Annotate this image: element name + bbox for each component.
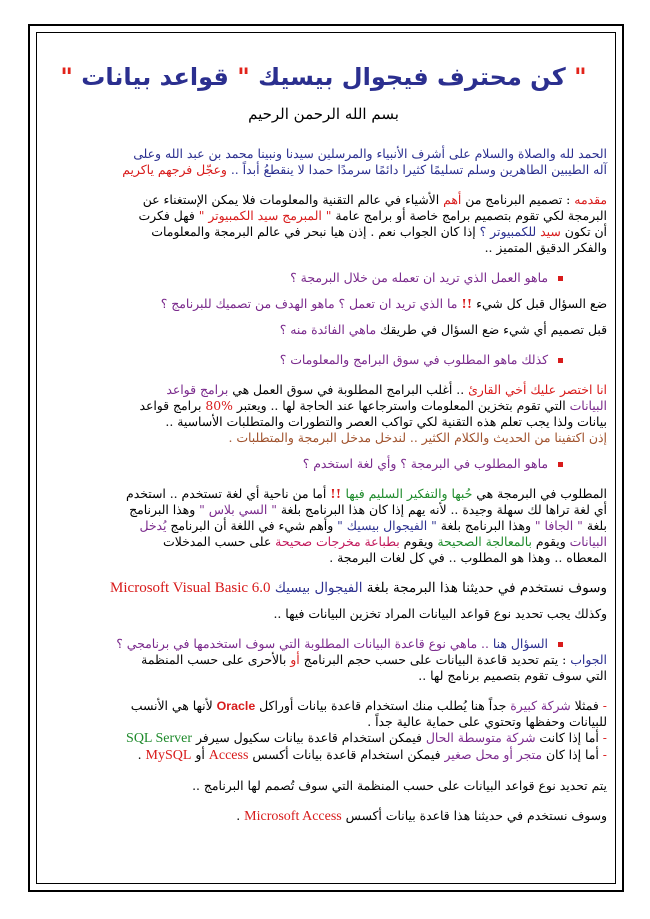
- text: أي لغة تراها لك سهلة وجيدة .. لأنه يهم إذا كان هذا البرنامج بلغة: [276, 502, 607, 517]
- highlight: " المبرمج سيد الكمبيوتر ": [198, 208, 332, 223]
- text: وسوف نستخدم في حديثنا هذا قاعدة بيانات أكسس: [341, 808, 607, 823]
- bullet-text: ماهو العمل الذي تريد ان تعمله من خلال البرمجة ؟: [290, 270, 548, 285]
- highlight: للكمبيوتر ؟: [479, 224, 541, 239]
- document-body: [40, 60, 607, 825]
- case-line-1b: للبيانات وحفظها وتحتوي على حماية عالية جداً .: [367, 714, 607, 729]
- text: المطلوب في البرمجة هي: [472, 486, 607, 501]
- para3-line-3: بيانات ولذا يجب تعلم هذه التقنية لكي تواكب العصر والتطورات والمتطلبات الأساسية ..: [165, 414, 607, 429]
- text: ويقوم: [399, 534, 438, 549]
- title-quote: ": [574, 63, 587, 91]
- final-line-1: يتم تحديد نوع قواعد البيانات على حسب المنظمة التي سوف تُصمم لها البرنامج ..: [192, 778, 607, 793]
- highlight: الفيجوال بيسيك: [274, 580, 363, 596]
- final-line-2: [40, 808, 607, 825]
- text: أما من ناحية أي لغة تستخدم .. استخدم: [126, 486, 331, 501]
- text: .. أغلب البرامج المطلوبة في سوق العمل هي: [228, 382, 469, 397]
- vb-line-2: وكذلك يجب تحديد نوع قواعد البيانات المراد تخزين البيانات فيها ..: [273, 606, 607, 621]
- text: برامج قواعد: [139, 398, 206, 413]
- highlight: انا اختصر عليك أخي القارئ: [468, 382, 607, 397]
- text: بلغة: [582, 518, 607, 533]
- title-main: كن محترف فيجوال بيسيك: [258, 63, 566, 91]
- preface-line-4: والفكر الدقيق المتميز ..: [484, 240, 607, 255]
- para4-line-3: [40, 518, 607, 534]
- bullet-item: [40, 352, 607, 368]
- highlight: أهم: [443, 192, 462, 207]
- text: لأنها هي الأنسب: [130, 698, 217, 713]
- highlight: !!: [330, 486, 346, 501]
- product-name: Microsoft Access: [244, 809, 342, 824]
- bullet-text: كذلك ماهو المطلوب في سوق البرامج والمعلومات ؟: [279, 352, 548, 367]
- highlight: سيد: [540, 224, 561, 239]
- bullet-icon: [558, 276, 563, 281]
- intro-line-1: الحمد لله والصلاة والسلام على أشرف الأنبياء والمرسلين سيدنا ونبينا محمد بن عبد الله وعلى: [133, 146, 607, 161]
- highlight: البيانات: [569, 398, 607, 413]
- text: على حسب المدخلات: [163, 534, 276, 549]
- answer-line-1: [40, 652, 607, 668]
- text: أو: [191, 747, 209, 762]
- highlight: ما الذي تريد ان تعمل ؟ ماهو الهدف من تصميك للبرنامج ؟: [160, 296, 462, 311]
- preface-line-1: [40, 192, 607, 208]
- para3-line-2: [40, 398, 607, 414]
- percent: 80%: [205, 398, 233, 413]
- text: أما إذا كان: [542, 747, 599, 762]
- highlight: متجر أو محل صغير: [444, 747, 542, 762]
- text: التي تقوم بتخزين المعلومات واسترجاعها عند الحاجة لها .. ويعتبر: [232, 398, 570, 413]
- para4-line-5: المعطاه .. وهذا هو المطلوب .. في كل لغات البرمجة .: [329, 550, 607, 565]
- highlight: برامج قواعد: [166, 382, 229, 397]
- bullet-icon: [558, 358, 563, 363]
- highlight: السؤال هنا: [492, 636, 548, 651]
- text: بالأحرى على حسب المنظمة: [141, 652, 291, 667]
- highlight: بطباعة مخرجات صحيحة: [275, 534, 400, 549]
- text: .: [236, 808, 245, 823]
- bullet-item: [40, 456, 607, 472]
- title-quote: ": [60, 63, 73, 91]
- case-line-3: [40, 747, 607, 764]
- text: أن تكون: [560, 224, 607, 239]
- para3-line-4: إذن اكتفينا من الحديث والكلام الكثير .. لندخل مدخل البرمجة والمتطلبات .: [228, 430, 607, 445]
- highlight: " السي بلاس ": [199, 502, 277, 517]
- highlight: شركة متوسطة الحال: [425, 730, 536, 745]
- highlight: " الجافا ": [534, 518, 583, 533]
- text: : يتم تحديد قاعدة البيانات على حسب حجم البرنامج: [299, 652, 571, 667]
- db-name: SQL Server: [126, 731, 192, 746]
- text: فيمكن استخدام قاعدة بيانات أكسس: [248, 747, 445, 762]
- text: جداً هنا يُطلب منك استخدام قاعدة بيانات أوراكل: [255, 698, 511, 713]
- bullet-item: [40, 636, 607, 652]
- preface-line-3: [40, 224, 607, 240]
- basmala: بسم الله الرحمن الرحيم: [248, 105, 399, 123]
- page-title: [40, 60, 607, 94]
- highlight: حُبها والتفكير السليم فيها: [345, 486, 473, 501]
- text: ويقوم: [531, 534, 570, 549]
- text: إذا كان الجواب نعم . إذن هيا نبحر في عالم البرمجة والمعلومات: [151, 224, 480, 239]
- para4-line-4: [40, 534, 607, 550]
- db-name: MySQL: [145, 748, 192, 763]
- highlight: أو: [290, 652, 300, 667]
- title-quote: ": [237, 63, 250, 91]
- question-2: [40, 322, 607, 338]
- para4-line-1: [40, 486, 607, 502]
- case-line-2: [40, 730, 607, 747]
- preface-line-2: [40, 208, 607, 224]
- text: : تصميم البرنامج من: [461, 192, 575, 207]
- text: أما إذا كانت: [535, 730, 599, 745]
- text: فمثلا: [570, 698, 599, 713]
- question-1: [40, 296, 607, 312]
- highlight: بالمعالجة الصحيحة: [437, 534, 532, 549]
- product-name: Microsoft Visual Basic 6.0: [110, 580, 271, 596]
- intro-line-2: [40, 162, 607, 178]
- preface-label: مقدمه: [574, 192, 607, 207]
- dash: -: [598, 730, 607, 745]
- para4-line-2: [40, 502, 607, 518]
- dash: -: [598, 698, 607, 713]
- highlight: البيانات: [569, 534, 607, 549]
- text: وهذا البرنامج: [129, 502, 200, 517]
- text: قبل تصميم أي شيء ضع السؤال في طريقك: [376, 322, 607, 337]
- highlight: الجواب: [570, 652, 607, 667]
- case-line-1: [40, 698, 607, 714]
- text: فهل فكرت: [138, 208, 199, 223]
- intro-prayer: وعجّل فرجهم ياكريم: [122, 162, 227, 177]
- text: الأشياء في عالم التقنية والمعلومات فلا يمكن الإستغناء عن: [142, 192, 444, 207]
- db-name: Access: [208, 748, 249, 763]
- para3-line-1: [40, 382, 607, 398]
- text: ضع السؤال قبل كل شيء: [472, 296, 607, 311]
- highlight: " الفيجوال بيسيك ": [337, 518, 437, 533]
- highlight: يُدخل: [139, 518, 167, 533]
- text: فيمكن استخدام قاعدة بيانات سكيول سيرفر: [192, 730, 426, 745]
- text: .: [137, 747, 146, 762]
- text: البرمجة لكي تقوم بتصميم برامج خاصة أو برامج عامة: [331, 208, 607, 223]
- title-sub: قواعد بيانات: [81, 63, 229, 91]
- text: وهذا البرنامج بلغة: [436, 518, 535, 533]
- answer-line-2: التي سوف تقوم بتصميم برنامج لها ..: [418, 668, 607, 683]
- text: وسوف نستخدم في حديثنا هذا البرمجة بلغة: [362, 580, 607, 596]
- highlight: !!: [461, 296, 473, 311]
- bullet-text: .. ماهي نوع قاعدة البيانات المطلوبة التي سوف استخدمها في برنامجي ؟: [116, 636, 493, 651]
- highlight: ماهي الفائدة منه ؟: [279, 322, 377, 337]
- bullet-text: ماهو المطلوب في البرمجة ؟ وأي لغة استخدم ؟: [302, 456, 548, 471]
- db-name: Oracle: [216, 699, 256, 713]
- bullet-icon: [558, 462, 563, 467]
- vb-line-1: [40, 580, 607, 596]
- highlight: شركة كبيرة: [510, 698, 571, 713]
- dash: -: [598, 747, 607, 762]
- intro-text: آله الطيبين الطاهرين وسلم تسليمًا كثيرا دائمًا سرمدًا حمدا لا ينقطعُ أبداً ..: [230, 162, 607, 177]
- bullet-item: [40, 270, 607, 286]
- text: وأهم شيء في اللغة أن البرنامج: [166, 518, 338, 533]
- bullet-icon: [558, 642, 563, 647]
